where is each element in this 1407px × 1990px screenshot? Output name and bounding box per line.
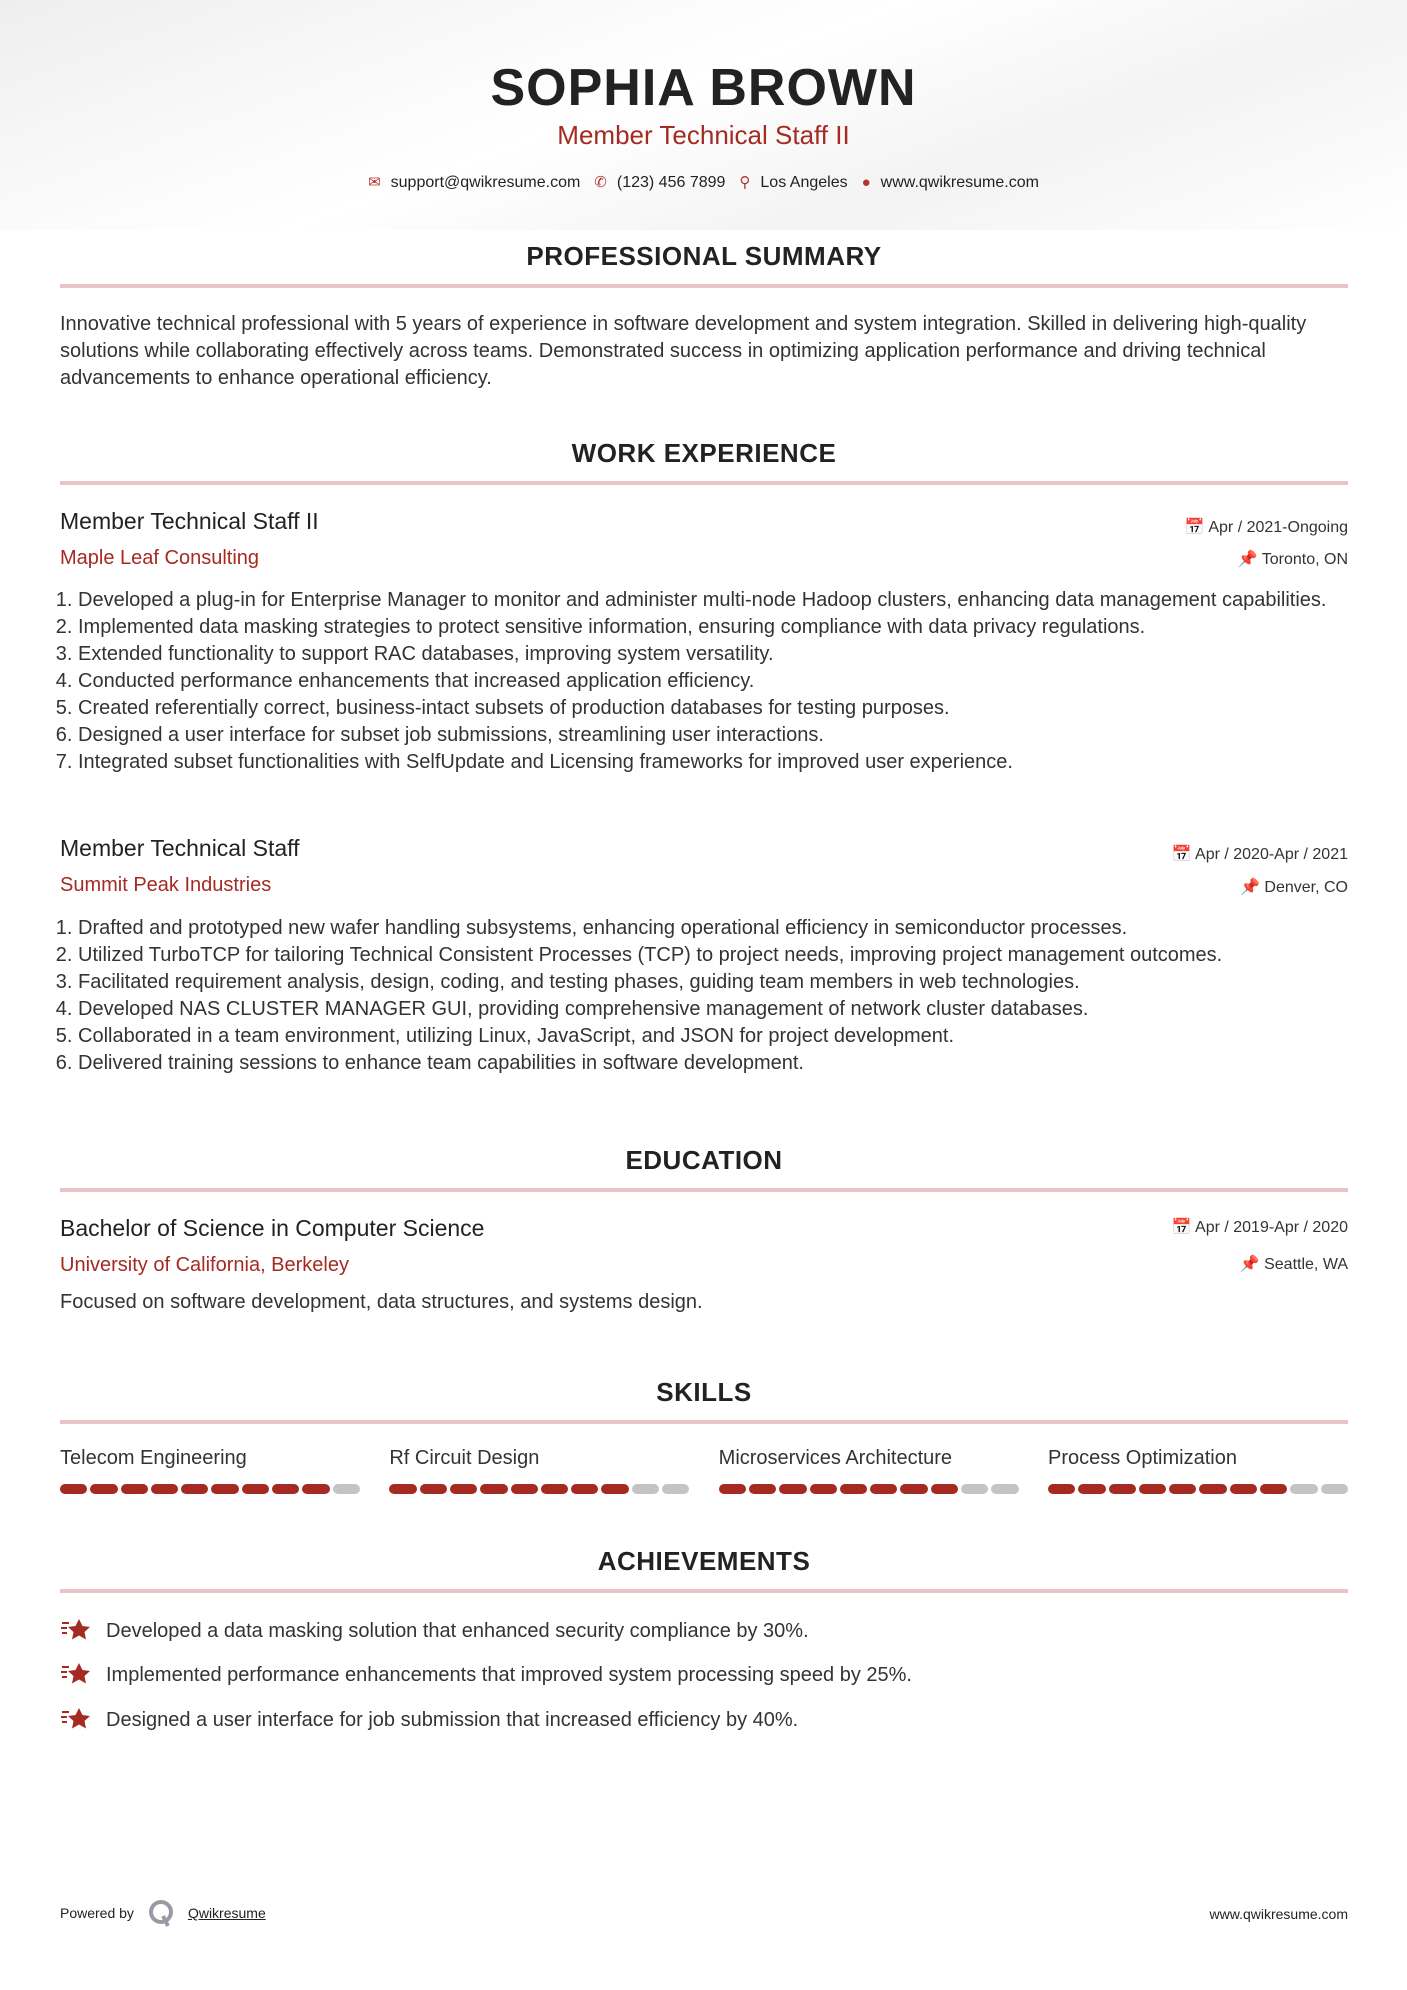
skill-segment-filled [420, 1484, 447, 1494]
skill-segment-filled [1139, 1484, 1166, 1494]
star-icon [60, 1661, 92, 1689]
education-location: 📌 Seattle, WA [1239, 1256, 1348, 1273]
skill-segment-filled [870, 1484, 897, 1494]
skill-bar [719, 1484, 1019, 1494]
list-item: 7. Integrated subset functionalities with SelfUpdate and Licensing frameworks for improved user experience. [78, 749, 1348, 776]
achievements-heading: ACHIEVEMENTS [597, 1546, 811, 1576]
skill-segment-filled [450, 1484, 477, 1494]
skill-segment-filled [810, 1484, 837, 1494]
job-date: 📅 Apr / 2021-Ongoing [1184, 519, 1348, 536]
contact-bar [0, 173, 1407, 192]
skill-segment-filled [601, 1484, 628, 1494]
job-location: 📌 Denver, CO [1240, 879, 1348, 896]
skill-item [389, 1447, 689, 1494]
skill-segment-filled [389, 1484, 416, 1494]
map-pin-icon: ⚲ [739, 174, 751, 191]
skill-segment-filled [151, 1484, 178, 1494]
divider [60, 284, 1348, 288]
skill-item [1048, 1447, 1348, 1494]
skills-heading: SKILLS [656, 1377, 752, 1407]
star-icon [60, 1706, 92, 1734]
skill-segment-empty [632, 1484, 659, 1494]
list-item: 5. Created referentially correct, business-intact subsets of production databases for testing purposes. [78, 695, 1348, 722]
phone: (123) 456 7899 [616, 174, 726, 191]
skill-segment-filled [931, 1484, 958, 1494]
skill-segment-filled [1230, 1484, 1257, 1494]
envelope-icon: ✉ [368, 174, 381, 191]
job-bullets [60, 587, 1348, 776]
skill-segment-filled [1078, 1484, 1105, 1494]
skill-segment-filled [211, 1484, 238, 1494]
skill-segment-filled [779, 1484, 806, 1494]
job-company: Summit Peak Industries [60, 874, 272, 896]
skill-segment-filled [242, 1484, 269, 1494]
skill-segment-filled [571, 1484, 598, 1494]
summary-text: Innovative technical professional with 5 years of experience in software development and system integration. Skilled in delivering high-quality solutions while collaborating effectively across teams. Demonstrated success in optimizing application performance and driving technical advancements to enhance operational efficiency. [60, 313, 1307, 389]
skill-bar [60, 1484, 360, 1494]
experience-heading: WORK EXPERIENCE [571, 438, 837, 468]
pin-icon: 📌 [1237, 551, 1262, 568]
skill-segment-filled [541, 1484, 568, 1494]
job-location: 📌 Toronto, ON [1237, 551, 1348, 568]
website[interactable]: www.qwikresume.com [880, 173, 1039, 191]
education-description: Focused on software development, data structures, and systems design. [60, 1291, 703, 1313]
summary-heading: PROFESSIONAL SUMMARY [526, 241, 882, 271]
brand-link[interactable]: Qwikresume [187, 1905, 266, 1921]
skill-segment-filled [900, 1484, 927, 1494]
list-item: 1. Drafted and prototyped new wafer handling subsystems, enhancing operational efficiency in semiconductor processes. [78, 915, 1348, 942]
degree: Bachelor of Science in Computer Science [60, 1215, 485, 1241]
skill-segment-filled [840, 1484, 867, 1494]
qwikresume-logo-icon [146, 1898, 176, 1928]
calendar-icon: 📅 [1171, 846, 1196, 863]
skill-segment-empty [333, 1484, 360, 1494]
job-bullets [60, 915, 1348, 1077]
skill-segment-filled [90, 1484, 117, 1494]
divider [60, 1188, 1348, 1192]
skill-segment-filled [749, 1484, 776, 1494]
list-item: 2. Utilized TurboTCP for tailoring Technical Consistent Processes (TCP) to project needs, improving project management outcomes. [78, 942, 1348, 969]
skill-segment-empty [1290, 1484, 1317, 1494]
achievement-item: Designed a user interface for job submission that increased efficiency by 40%. [60, 1706, 798, 1734]
skill-name: Rf Circuit Design [389, 1447, 540, 1469]
skill-segment-filled [302, 1484, 329, 1494]
candidate-title: Member Technical Staff II [557, 120, 850, 150]
achievement-item: Implemented performance enhancements that improved system processing speed by 25%. [60, 1661, 912, 1689]
skill-segment-filled [719, 1484, 746, 1494]
list-item: 5. Collaborated in a team environment, utilizing Linux, JavaScript, and JSON for project development. [78, 1023, 1348, 1050]
pin-icon: 📌 [1239, 1256, 1265, 1273]
phone-icon: ✆ [594, 174, 607, 191]
skill-segment-filled [121, 1484, 148, 1494]
job-title: Member Technical Staff [60, 835, 300, 861]
skill-segment-filled [480, 1484, 507, 1494]
skill-name: Microservices Architecture [718, 1447, 953, 1469]
skill-bar [389, 1484, 689, 1494]
globe-icon: ● [861, 173, 871, 191]
star-icon [60, 1617, 92, 1645]
calendar-icon: 📅 [1184, 519, 1209, 536]
list-item: 6. Designed a user interface for subset job submissions, streamlining user interactions. [78, 722, 1348, 749]
job-title: Member Technical Staff II [60, 508, 319, 534]
list-item: 1. Developed a plug-in for Enterprise Manager to monitor and administer multi-node Hadoop clusters, enhancing data management capabilities. [78, 587, 1348, 614]
divider [60, 1589, 1348, 1593]
skill-item [60, 1447, 360, 1494]
footer-website[interactable]: www.qwikresume.com [1209, 1906, 1348, 1922]
footer-branding [60, 1898, 266, 1928]
powered-by-label: Powered by [60, 1905, 134, 1921]
skill-segment-filled [511, 1484, 538, 1494]
skill-segment-filled [1169, 1484, 1196, 1494]
skill-segment-filled [272, 1484, 299, 1494]
school: University of California, Berkeley [60, 1254, 349, 1276]
list-item: 3. Facilitated requirement analysis, design, coding, and testing phases, guiding team members in web technologies. [78, 969, 1348, 996]
list-item: 4. Developed NAS CLUSTER MANAGER GUI, providing comprehensive management of network cluster databases. [78, 996, 1348, 1023]
email[interactable]: support@qwikresume.com [390, 174, 581, 191]
skill-segment-filled [1260, 1484, 1287, 1494]
list-item: 6. Delivered training sessions to enhance team capabilities in software development. [78, 1050, 1348, 1077]
achievement-item: Developed a data masking solution that enhanced security compliance by 30%. [60, 1617, 809, 1645]
skill-segment-filled [1199, 1484, 1226, 1494]
education-date: 📅 Apr / 2019-Apr / 2020 [1171, 1219, 1348, 1236]
list-item: 2. Implemented data masking strategies to protect sensitive information, ensuring compliance with data privacy regulations. [78, 614, 1348, 641]
location: Los Angeles [760, 174, 848, 191]
skill-segment-filled [181, 1484, 208, 1494]
divider [60, 481, 1348, 485]
skill-name: Telecom Engineering [60, 1447, 247, 1469]
skill-bar [1048, 1484, 1348, 1494]
education-heading: EDUCATION [625, 1145, 783, 1175]
divider [60, 1420, 1348, 1424]
skill-segment-empty [662, 1484, 689, 1494]
job-company: Maple Leaf Consulting [60, 547, 260, 569]
skill-segment-empty [991, 1484, 1018, 1494]
skill-segment-filled [1048, 1484, 1075, 1494]
skill-name: Process Optimization [1047, 1447, 1237, 1469]
list-item: 4. Conducted performance enhancements that increased application efficiency. [78, 668, 1348, 695]
job-date: 📅 Apr / 2020-Apr / 2021 [1171, 846, 1348, 863]
skill-segment-empty [961, 1484, 988, 1494]
list-item: 3. Extended functionality to support RAC databases, improving system versatility. [78, 641, 1348, 668]
calendar-icon: 📅 [1171, 1219, 1196, 1236]
skill-segment-empty [1321, 1484, 1348, 1494]
skill-item [719, 1447, 1019, 1494]
skill-segment-filled [60, 1484, 87, 1494]
pin-icon: 📌 [1240, 879, 1265, 896]
candidate-name: SOPHIA BROWN [490, 59, 917, 117]
skills-list [60, 1447, 1348, 1494]
skill-segment-filled [1109, 1484, 1136, 1494]
